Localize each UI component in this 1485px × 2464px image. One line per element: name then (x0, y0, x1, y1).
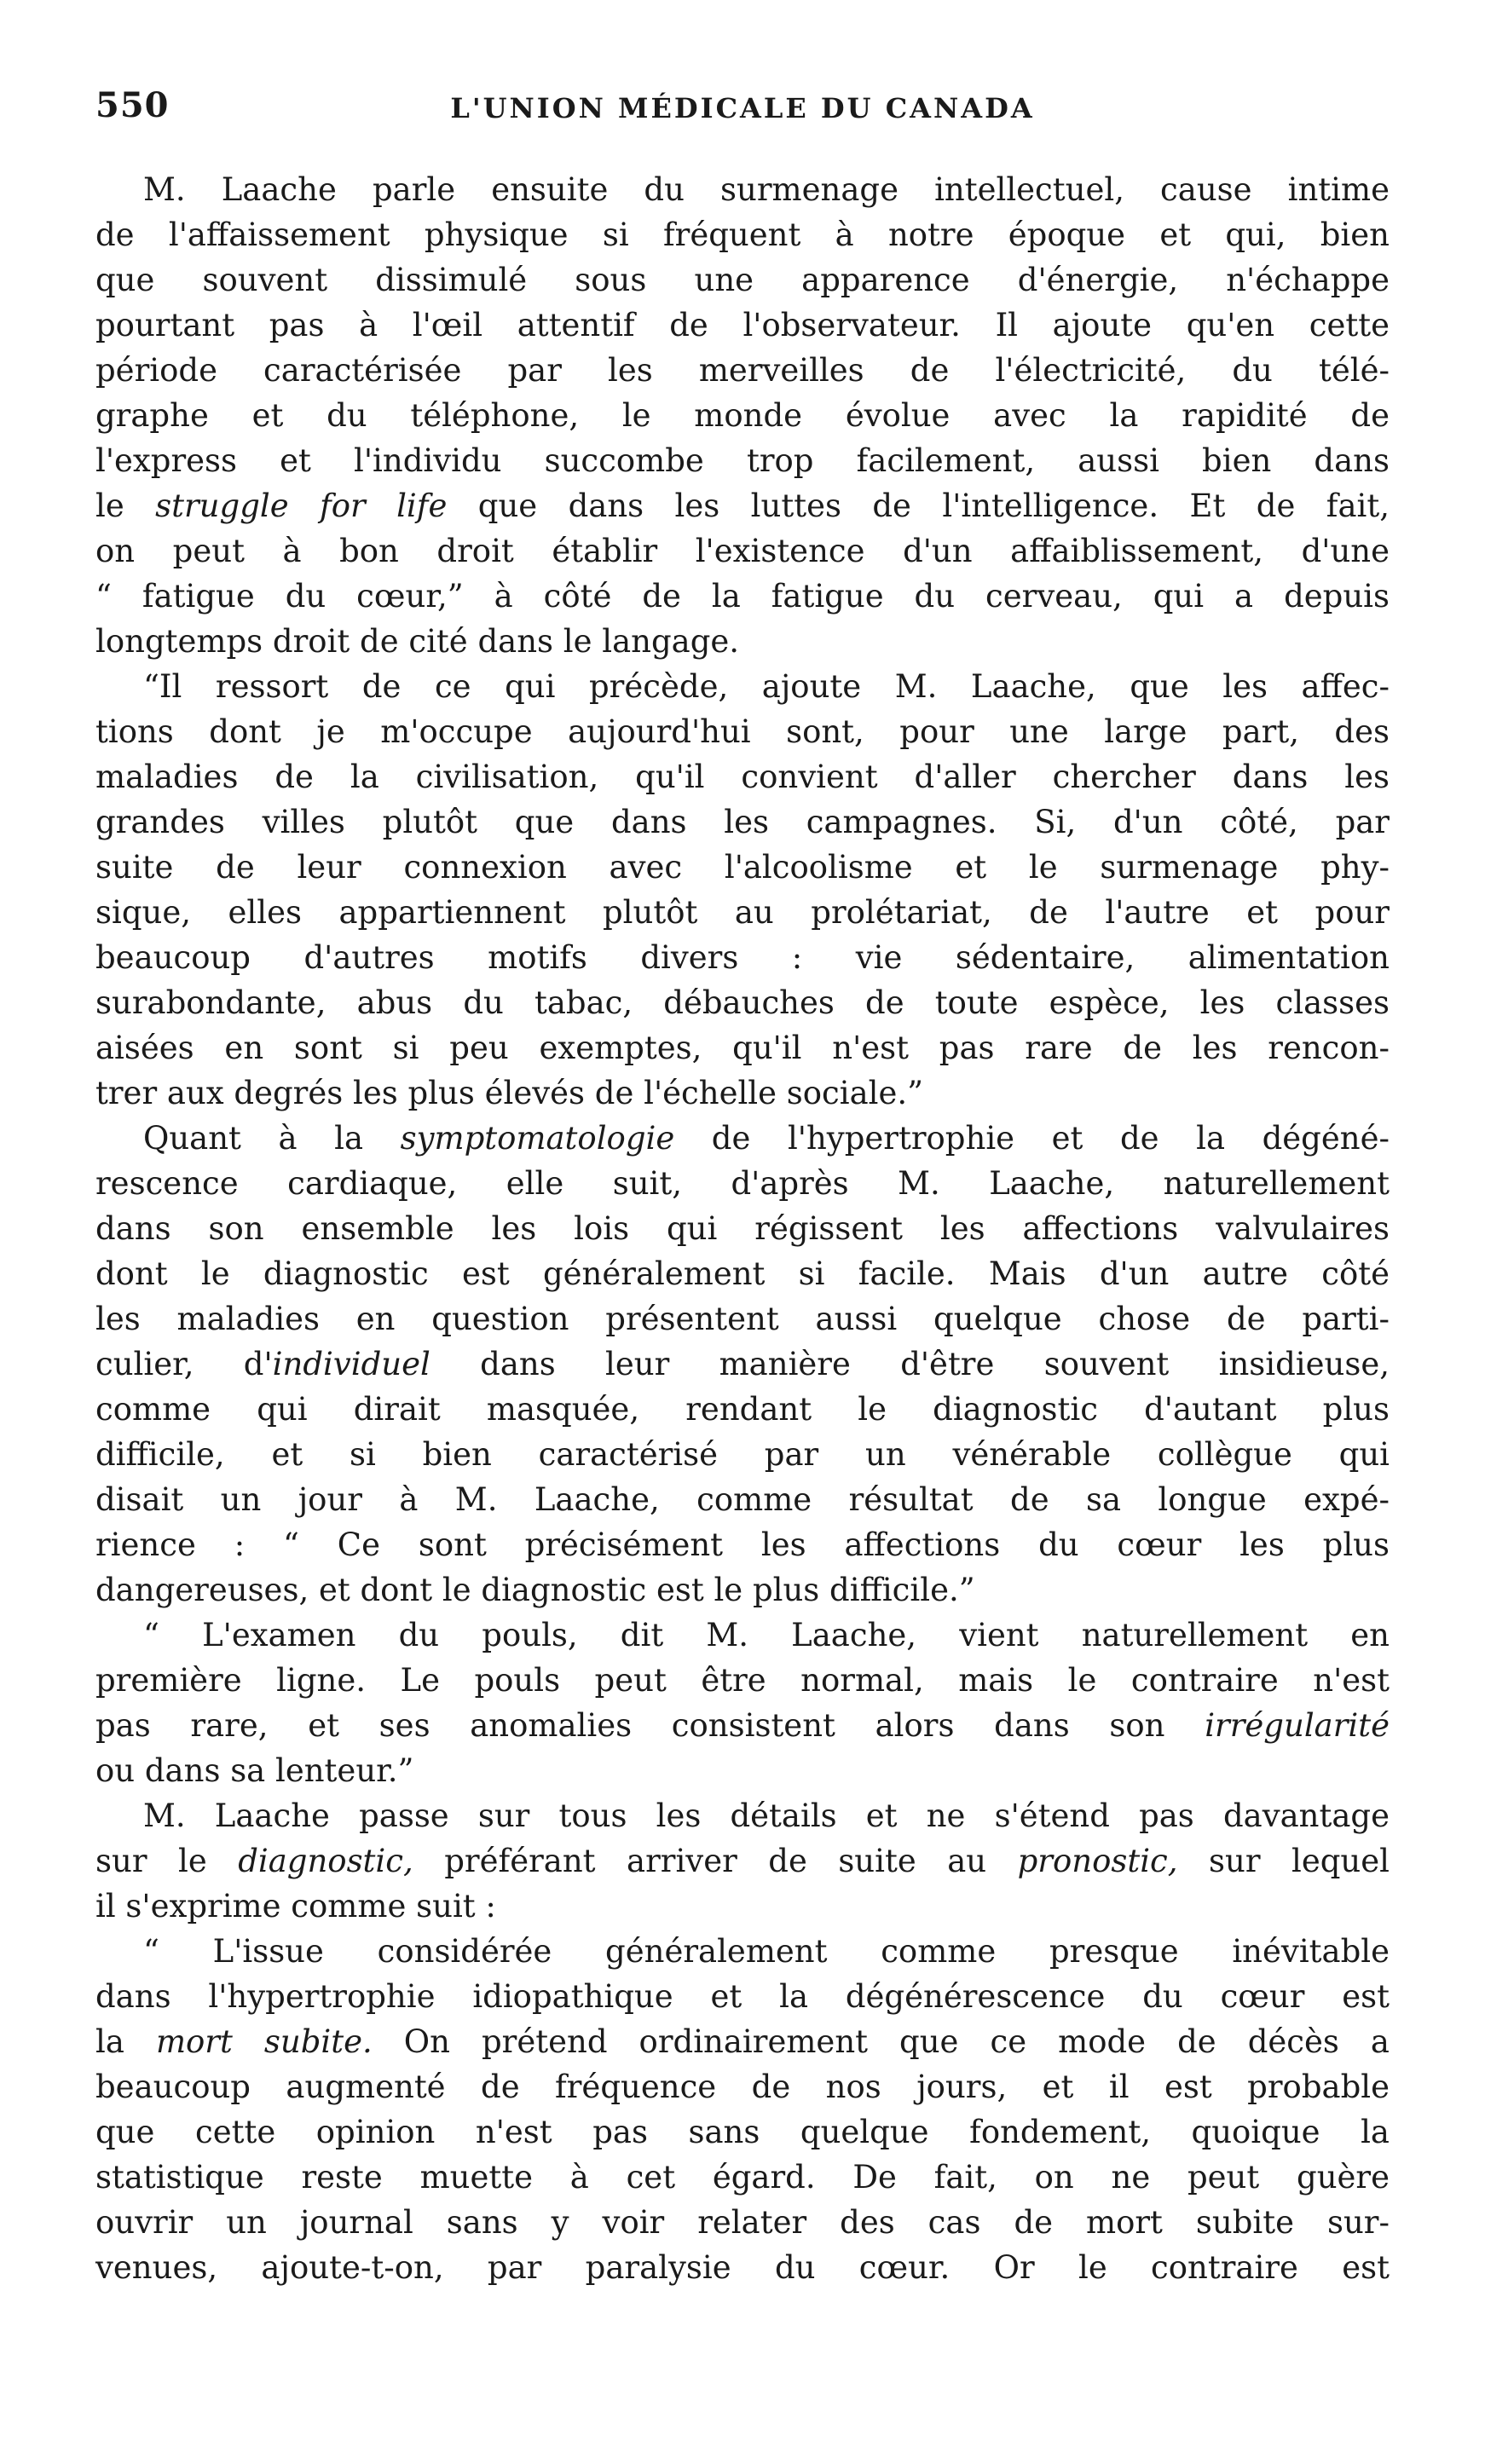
body-text (95, 167, 1390, 2290)
text-line: tions dont je m'occupe aujourd'hui sont, pour une large part, des (95, 713, 1390, 750)
text-line: rescence cardiaque, elle suit, d'après M. Laache, naturellement (95, 1165, 1390, 1202)
paragraph (95, 167, 1390, 664)
text-line: culier, d'individuel dans leur manière d'être souvent insidieuse, (95, 1346, 1390, 1382)
text-line: on peut à bon droit établir l'existence d'un affaiblissement, d'une (95, 533, 1390, 569)
paragraph (95, 1793, 1390, 1929)
text-line: rience : “ Ce sont précisément les affections du cœur les plus (95, 1526, 1390, 1563)
text-line: trer aux degrés les plus élevés de l'échelle sociale.” (95, 1075, 924, 1111)
text-line: de l'affaissement physique si fréquent à notre époque et qui, bien (95, 216, 1390, 253)
text-line: dont le diagnostic est généralement si facile. Mais d'un autre côté (95, 1255, 1390, 1292)
text-line: ouvrir un journal sans y voir relater des cas de mort subite sur- (95, 2204, 1390, 2241)
text-line: grandes villes plutôt que dans les campagnes. Si, d'un côté, par (95, 804, 1390, 840)
text-line: longtemps droit de cité dans le langage. (95, 623, 740, 660)
text-line: graphe et du téléphone, le monde évolue avec la rapidité de (95, 397, 1390, 434)
text-line: que souvent dissimulé sous une apparence d'énergie, n'échappe (95, 262, 1390, 298)
text-line: surabondante, abus du tabac, débauches de toute espèce, les classes (95, 984, 1390, 1021)
text-line: venues, ajoute-t-on, par paralysie du cœur. Or le contraire est (95, 2249, 1390, 2286)
paragraph (95, 664, 1390, 1116)
text-line: pourtant pas à l'œil attentif de l'observateur. Il ajoute qu'en cette (95, 307, 1390, 343)
text-line: M. Laache parle ensuite du surmenage intellectuel, cause intime (143, 171, 1390, 208)
text-line: période caractérisée par les merveilles de l'électricité, du télé- (95, 352, 1390, 389)
page-header (95, 85, 1390, 136)
text-line: “ L'examen du pouls, dit M. Laache, vient naturellement en (143, 1617, 1390, 1653)
text-line: dans son ensemble les lois qui régissent les affections valvulaires (95, 1210, 1390, 1247)
text-line: dans l'hypertrophie idiopathique et la dégénérescence du cœur est (95, 1978, 1390, 2015)
text-line: “ fatigue du cœur,” à côté de la fatigue du cerveau, qui a depuis (95, 578, 1390, 615)
text-line: sur le diagnostic, préférant arriver de suite au pronostic, sur lequel (95, 1843, 1390, 1879)
text-line: “ L'issue considérée généralement comme presque inévitable (143, 1933, 1390, 1970)
text-line: que cette opinion n'est pas sans quelque fondement, quoique la (95, 2114, 1390, 2150)
text-line: dangereuses, et dont le diagnostic est le plus difficile.” (95, 1572, 975, 1608)
text-line: statistique reste muette à cet égard. De fait, on ne peut guère (95, 2159, 1390, 2196)
paragraph (95, 1116, 1390, 1613)
page-number: 550 (95, 85, 170, 125)
text-line: la mort subite. On prétend ordinairement que ce mode de décès a (95, 2023, 1390, 2060)
text-line: les maladies en question présentent aussi quelque chose de parti- (95, 1301, 1390, 1337)
text-line: beaucoup d'autres motifs divers : vie sédentaire, alimentation (95, 939, 1390, 976)
text-line: le struggle for life que dans les luttes de l'intelligence. Et de fait, (95, 488, 1390, 524)
text-line: Quant à la symptomatologie de l'hypertrophie et de la dégéné- (143, 1120, 1390, 1157)
text-line: l'express et l'individu succombe trop facilement, aussi bien dans (95, 442, 1390, 479)
text-line: aisées en sont si peu exemptes, qu'il n'est pas rare de les rencon- (95, 1030, 1390, 1066)
text-line: comme qui dirait masquée, rendant le diagnostic d'autant plus (95, 1391, 1390, 1428)
running-title: L'UNION MÉDICALE DU CANADA (450, 92, 1035, 124)
paragraph (95, 1929, 1390, 2290)
text-line: ou dans sa lenteur.” (95, 1752, 414, 1789)
text-line: “Il ressort de ce qui précède, ajoute M. Laache, que les affec- (143, 668, 1390, 705)
text-line: pas rare, et ses anomalies consistent alors dans son irrégularité (95, 1707, 1390, 1744)
text-line: suite de leur connexion avec l'alcoolisme et le surmenage phy- (95, 849, 1390, 886)
text-line: première ligne. Le pouls peut être normal, mais le contraire n'est (95, 1662, 1390, 1699)
paragraph (95, 1613, 1390, 1793)
text-line: beaucoup augmenté de fréquence de nos jours, et il est probable (95, 2069, 1390, 2105)
text-line: sique, elles appartiennent plutôt au prolétariat, de l'autre et pour (95, 894, 1390, 931)
text-line: disait un jour à M. Laache, comme résultat de sa longue expé- (95, 1481, 1390, 1518)
text-line: difficile, et si bien caractérisé par un vénérable collègue qui (95, 1436, 1390, 1473)
text-line: M. Laache passe sur tous les détails et ne s'étend pas davantage (143, 1798, 1390, 1834)
text-line: maladies de la civilisation, qu'il convient d'aller chercher dans les (95, 759, 1390, 795)
text-line: il s'exprime comme suit : (95, 1888, 496, 1924)
